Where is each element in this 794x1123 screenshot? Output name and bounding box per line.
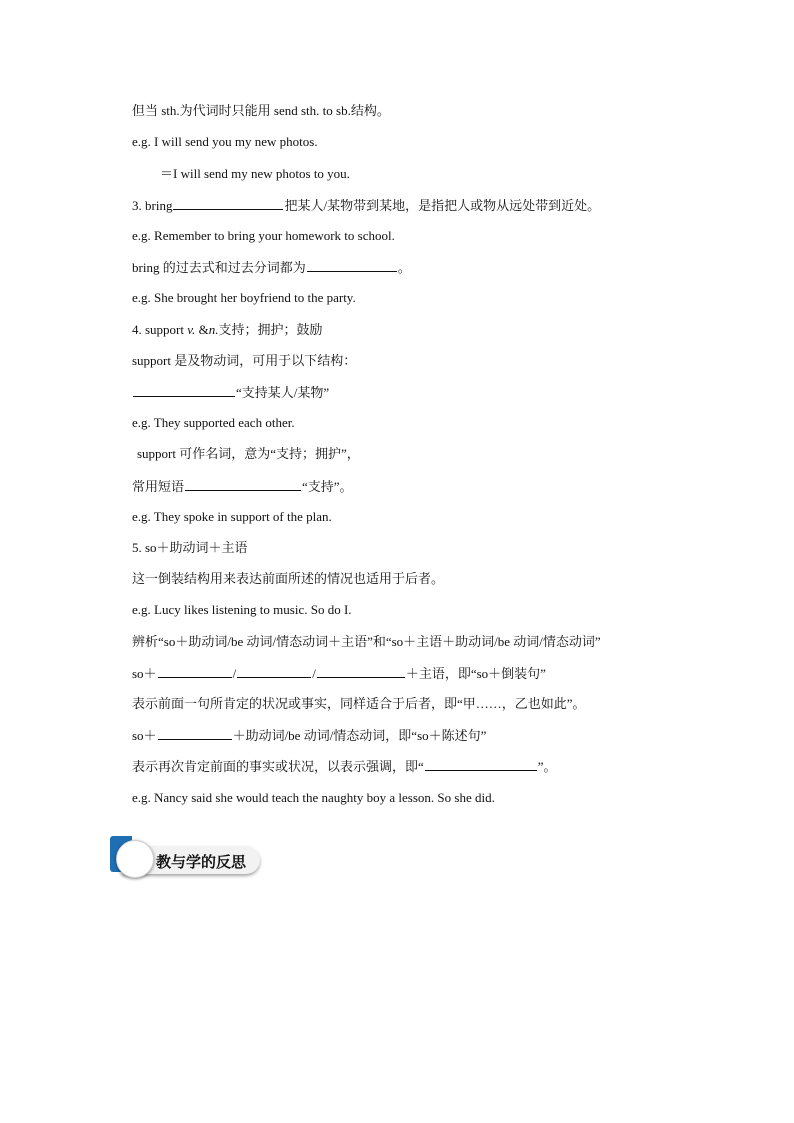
text-fragment: 4. support — [132, 322, 188, 337]
text-fragment: / — [232, 666, 237, 681]
text-fragment: so＋ — [132, 666, 157, 681]
text-fragment: & — [195, 322, 209, 337]
badge-circle-icon — [116, 840, 154, 878]
text-line — [132, 758, 557, 775]
text-line — [132, 384, 329, 401]
fill-in-blank[interactable] — [237, 665, 311, 678]
example-line: e.g. I will send you my new photos. — [132, 134, 318, 149]
example-line: e.g. She brought her boyfriend to the party. — [132, 290, 356, 305]
support-heading — [132, 322, 322, 338]
text-fragment: 把某人/某物带到某地，是指把人或物从远处带到近处。 — [284, 198, 601, 213]
text-fragment: 常用短语 — [132, 479, 185, 494]
fill-in-blank[interactable] — [425, 758, 537, 771]
text-fragment: “支持某人/某物” — [236, 385, 330, 400]
text-line: support 是及物动词，可用于以下结构： — [132, 353, 357, 368]
text-line — [132, 665, 546, 682]
text-fragment: n. — [208, 322, 219, 337]
text-line: 表示前面一句所肯定的状况或事实，同样适合于后者，即“甲……，乙也如此”。 — [132, 696, 586, 711]
fill-in-blank[interactable] — [133, 384, 235, 397]
text-fragment: 表示再次肯定前面的事实或状况，以表示强调，即“ — [132, 759, 424, 774]
text-fragment: v. — [187, 322, 196, 337]
text-line: 辨析“so＋助动词/be 动词/情态动词＋主语”和“so＋主语＋助动词/be 动词/情态动词” — [132, 634, 601, 649]
text-fragment: “支持”。 — [302, 479, 353, 494]
example-line: e.g. Lucy likes listening to music. So do I. — [132, 602, 352, 617]
bring-heading — [132, 197, 600, 214]
fill-in-blank[interactable] — [173, 197, 283, 210]
text-line — [132, 259, 411, 276]
example-line: e.g. They spoke in support of the plan. — [132, 509, 332, 524]
section-heading-badge — [110, 836, 262, 878]
section-heading: 教与学的反思 — [156, 853, 247, 871]
fill-in-blank[interactable] — [158, 665, 232, 678]
so-heading: 5. so＋助动词＋主语 — [132, 540, 248, 555]
fill-in-blank[interactable] — [185, 478, 301, 491]
fill-in-blank[interactable] — [307, 259, 397, 272]
text-fragment: 。 — [397, 260, 411, 275]
text-line: 但当 sth.为代词时只能用 send sth. to sb.结构。 — [132, 103, 390, 118]
example-line: e.g. They supported each other. — [132, 415, 295, 430]
fill-in-blank[interactable] — [317, 665, 405, 678]
text-fragment: ＋助动词/be 动词/情态动词，即“so＋陈述句” — [232, 728, 487, 743]
example-line: ＝I will send my new photos to you. — [160, 166, 350, 181]
text-line — [132, 478, 353, 495]
fill-in-blank[interactable] — [158, 727, 232, 740]
text-line — [132, 727, 486, 744]
text-fragment: bring 的过去式和过去分词都为 — [132, 260, 306, 275]
text-fragment: 支持；拥护；鼓励 — [218, 322, 323, 337]
example-line: e.g. Remember to bring your homework to school. — [132, 228, 395, 243]
text-line: 这一倒装结构用来表达前面所述的情况也适用于后者。 — [132, 571, 445, 586]
text-fragment: ”。 — [537, 759, 557, 774]
text-line: support 可作名词，意为“支持；拥护”， — [137, 446, 360, 461]
text-fragment: / — [312, 666, 316, 681]
text-fragment: 3. bring — [132, 198, 173, 213]
example-line: e.g. Nancy said she would teach the naughty boy a lesson. So she did. — [132, 790, 495, 805]
text-fragment: ＋主语，即“so＋倒装句” — [405, 666, 546, 681]
text-fragment: so＋ — [132, 728, 157, 743]
